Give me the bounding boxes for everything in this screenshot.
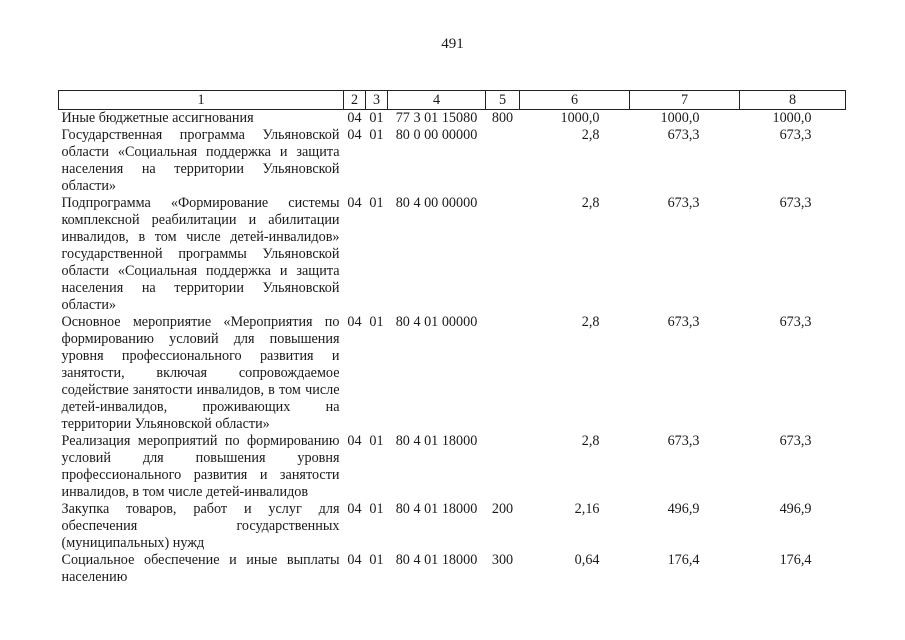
column-header-7: 7 — [630, 91, 740, 110]
row-name: Государственная программа Ульяновской области «Социальная поддержка и защита населения на территории Ульяновской области» — [61, 127, 340, 194]
row-subsection: 01 — [369, 195, 384, 211]
row-expense-type: 300 — [491, 552, 514, 568]
table-row — [59, 433, 846, 501]
row-target-code: 80 4 01 18000 — [395, 501, 478, 517]
row-value-8: 673,3 — [779, 433, 812, 449]
table-row — [59, 314, 846, 433]
row-subsection: 01 — [369, 127, 384, 143]
row-value-7: 1000,0 — [660, 110, 700, 126]
row-subsection: 01 — [369, 501, 384, 517]
row-value-8: 176,4 — [779, 552, 812, 568]
column-header-4: 4 — [388, 91, 486, 110]
row-expense-type — [486, 314, 520, 433]
row-section: 04 — [347, 110, 362, 126]
column-header-3: 3 — [366, 91, 388, 110]
row-section: 04 — [347, 127, 362, 143]
row-value-8: 1000,0 — [772, 110, 812, 126]
row-value-7: 673,3 — [667, 314, 700, 330]
row-value-6: 2,8 — [581, 127, 600, 143]
row-value-8: 673,3 — [779, 127, 812, 143]
row-value-8: 496,9 — [779, 501, 812, 517]
table-row — [59, 127, 846, 195]
row-target-code: 80 4 00 00000 — [395, 195, 478, 211]
row-expense-type: 800 — [491, 110, 514, 126]
row-value-6: 0,64 — [574, 552, 600, 568]
column-header-2: 2 — [344, 91, 366, 110]
row-name: Основное мероприятие «Мероприятия по формированию условий для повышения уровня профессионального развития и занятости, включая сопровождаемое содействие занятости инвалидов, в том числе детей-инвалидов, проживающих на территории Ульяновской области» — [61, 314, 340, 432]
header-row — [59, 91, 846, 110]
row-name: Закупка товаров, работ и услуг для обеспечения государственных (муниципальных) нужд — [61, 501, 340, 551]
row-value-7: 673,3 — [667, 195, 700, 211]
row-section: 04 — [347, 433, 362, 449]
row-value-6: 1000,0 — [560, 110, 600, 126]
row-subsection: 01 — [369, 314, 384, 330]
row-target-code: 80 4 01 00000 — [395, 314, 478, 330]
row-subsection: 01 — [369, 110, 384, 126]
row-value-6: 2,8 — [581, 433, 600, 449]
row-target-code: 80 4 01 18000 — [395, 433, 478, 449]
row-subsection: 01 — [369, 552, 384, 568]
row-target-code: 77 3 01 15080 — [395, 110, 478, 126]
row-value-7: 496,9 — [667, 501, 700, 517]
row-expense-type — [486, 127, 520, 195]
table-row — [59, 195, 846, 314]
row-value-7: 176,4 — [667, 552, 700, 568]
column-header-1: 1 — [59, 91, 344, 110]
row-value-8: 673,3 — [779, 314, 812, 330]
column-header-5: 5 — [486, 91, 520, 110]
row-section: 04 — [347, 195, 362, 211]
column-header-6: 6 — [520, 91, 630, 110]
row-expense-type — [486, 195, 520, 314]
row-target-code: 80 4 01 18000 — [395, 552, 478, 568]
row-section: 04 — [347, 501, 362, 517]
row-subsection: 01 — [369, 433, 384, 449]
table-row — [59, 501, 846, 552]
row-value-7: 673,3 — [667, 127, 700, 143]
row-name: Реализация мероприятий по формированию условий для повышения уровня профессионального развития и занятости инвалидов, в том числе детей-инвалидов — [61, 433, 340, 500]
row-target-code: 80 0 00 00000 — [395, 127, 478, 143]
row-section: 04 — [347, 314, 362, 330]
row-value-7: 673,3 — [667, 433, 700, 449]
row-expense-type: 200 — [491, 501, 514, 517]
row-value-6: 2,8 — [581, 195, 600, 211]
row-name: Подпрограмма «Формирование системы комплексной реабилитации и абилитации инвалидов, в том числе детей-инвалидов» государственной программы Ульяновской области «Социальная поддержка и защита населения на территории Ульяновской области» — [61, 195, 340, 313]
row-expense-type — [486, 433, 520, 501]
column-header-8: 8 — [740, 91, 846, 110]
budget-table — [58, 90, 846, 586]
table-row — [59, 552, 846, 586]
row-name: Социальное обеспечение и иные выплаты населению — [61, 552, 340, 585]
row-value-6: 2,16 — [574, 501, 600, 517]
page-number: 491 — [441, 36, 464, 52]
row-value-8: 673,3 — [779, 195, 812, 211]
row-value-6: 2,8 — [581, 314, 600, 330]
row-section: 04 — [347, 552, 362, 568]
table-row — [59, 110, 846, 128]
row-name: Иные бюджетные ассигнования — [61, 110, 254, 126]
